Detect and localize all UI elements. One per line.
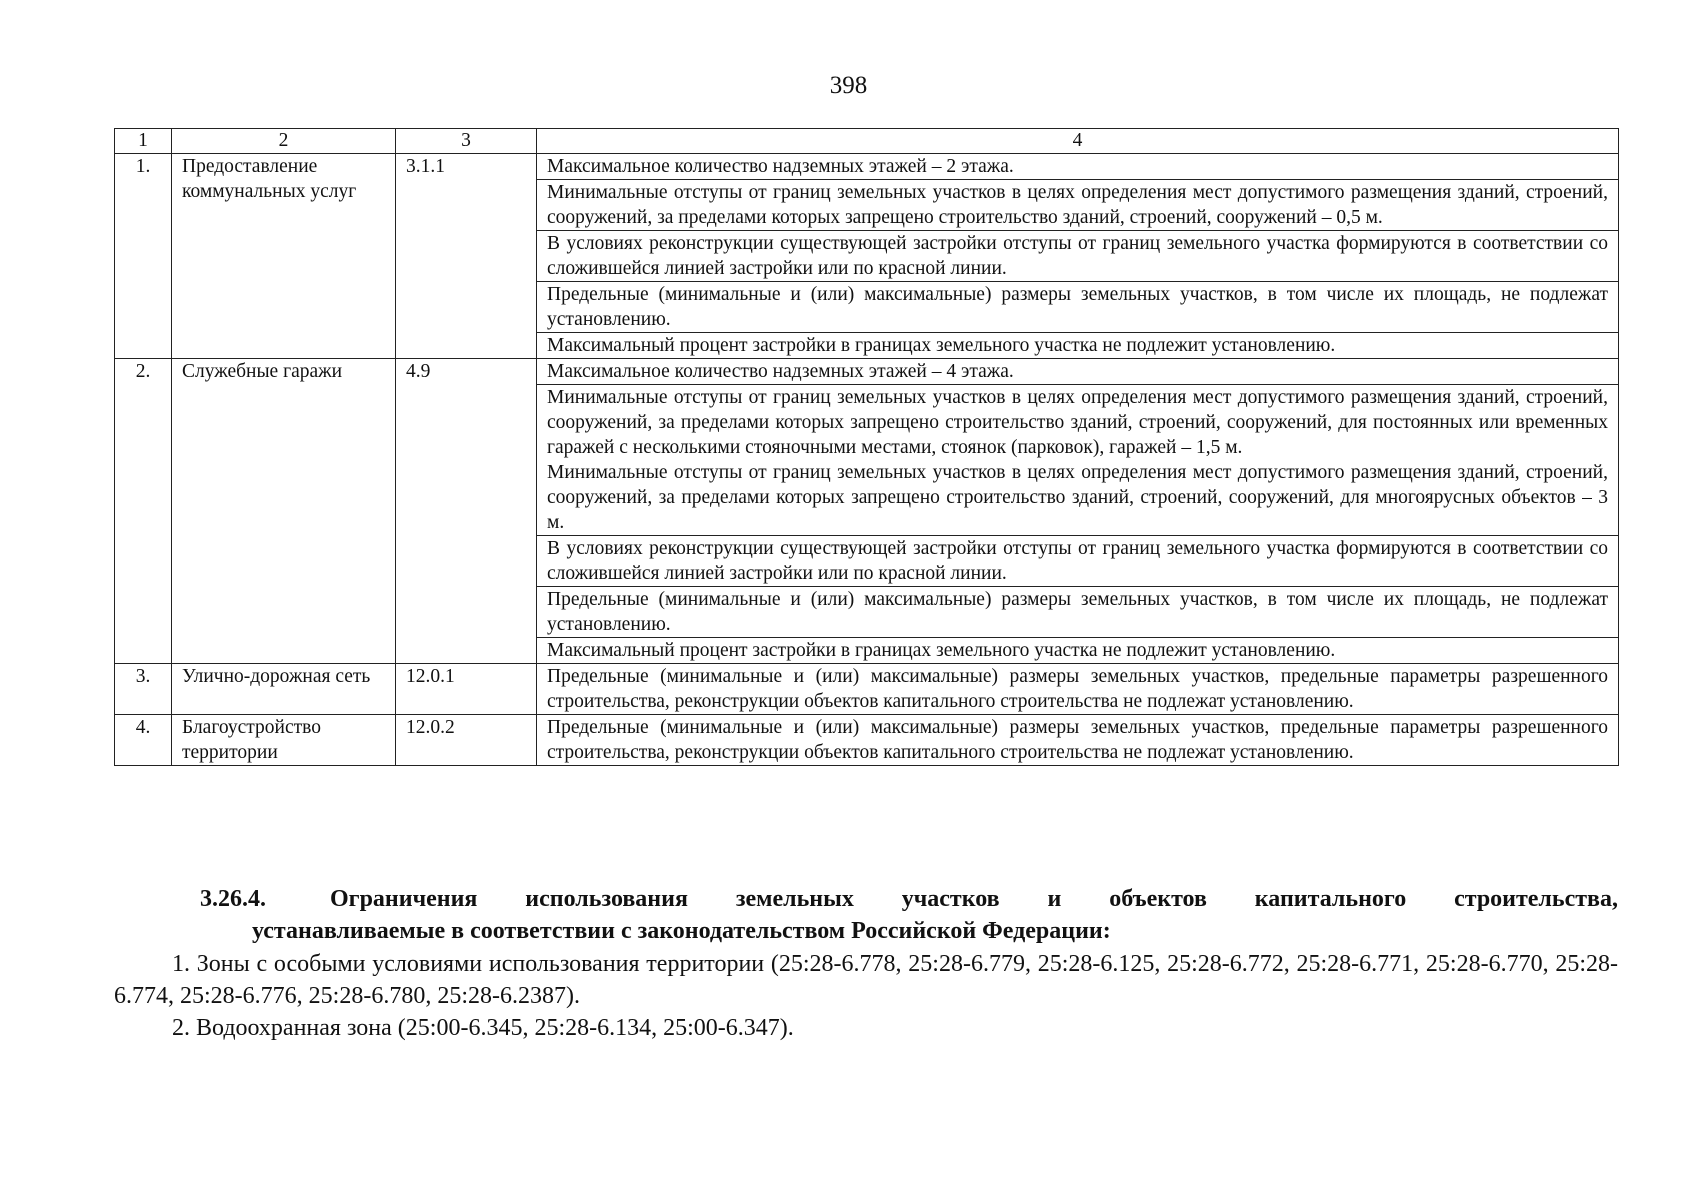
column-header: 2 — [172, 129, 396, 154]
row-number: 4. — [115, 715, 172, 766]
table-row — [115, 154, 1619, 180]
table-header-row — [115, 129, 1619, 154]
use-type-name: Предоставление коммунальных услуг — [172, 154, 396, 359]
parameter-cell: Предельные (минимальные и (или) максимальные) размеры земельных участков, предельные параметры разрешенного строительства, реконструкции объектов капитального строительства не подлежат установлению. — [537, 664, 1619, 715]
table-row — [115, 715, 1619, 766]
section-heading — [114, 883, 1618, 947]
parameter-cell: Минимальные отступы от границ земельных участков в целях определения мест допустимого размещения зданий, строений, сооружений, за пределами которых запрещено строительство зданий, строений, сооружений – 0,5 м. — [537, 180, 1619, 231]
section-number: 3.26.4. — [200, 886, 266, 912]
section-title-part: Ограничения использования земельных участков и объектов капитального строительства, — [330, 886, 1618, 912]
row-number: 3. — [115, 664, 172, 715]
parameter-cell: Максимальный процент застройки в границах земельного участка не подлежит установлению. — [537, 333, 1619, 359]
column-header: 4 — [537, 129, 1619, 154]
parameter-cell: В условиях реконструкции существующей застройки отступы от границ земельного участка формируются в соответствии со сложившейся линией застройки или по красной линии. — [537, 536, 1619, 587]
parameter-cell: Предельные (минимальные и (или) максимальные) размеры земельных участков, в том числе их площадь, не подлежат установлению. — [537, 587, 1619, 638]
use-type-name: Улично-дорожная сеть — [172, 664, 396, 715]
parameter-cell — [537, 385, 1619, 536]
table-row — [115, 359, 1619, 385]
parameter-cell: Максимальное количество надземных этажей – 4 этажа. — [537, 359, 1619, 385]
use-type-name: Служебные гаражи — [172, 359, 396, 664]
parameter-text: Минимальные отступы от границ земельных участков в целях определения мест допустимого размещения зданий, строений, сооружений, за пределами которых запрещено строительство зданий, строений, сооружений, для многоярусных объектов – 3 м. — [547, 462, 1608, 533]
section-title-part: устанавливаемые в соответствии с законодательством Российской Федерации: — [252, 918, 1111, 944]
column-header: 3 — [396, 129, 537, 154]
use-type-name: Благоустройство территории — [172, 715, 396, 766]
row-number: 1. — [115, 154, 172, 359]
table-row — [115, 664, 1619, 715]
regulations-table — [114, 128, 1619, 766]
use-type-code: 3.1.1 — [396, 154, 537, 359]
parameter-cell: Максимальное количество надземных этажей – 2 этажа. — [537, 154, 1619, 180]
row-number: 2. — [115, 359, 172, 664]
paragraph: 1. Зоны с особыми условиями использования территории (25:28-6.778, 25:28-6.779, 25:28-6.125, 25:28-6.772, 25:28-6.771, 25:28-6.770, 25:28-6.774, 25:28-6.776, 25:28-6.780, 25:28-6.2387). — [114, 951, 1618, 1009]
use-type-code: 12.0.2 — [396, 715, 537, 766]
parameter-cell: В условиях реконструкции существующей застройки отступы от границ земельного участка формируются в соответствии со сложившейся линией застройки или по красной линии. — [537, 231, 1619, 282]
page-number: 398 — [829, 72, 868, 99]
column-header: 1 — [115, 129, 172, 154]
section-heading-line — [114, 883, 1618, 915]
parameter-cell: Максимальный процент застройки в границах земельного участка не подлежит установлению. — [537, 638, 1619, 664]
parameter-text: Минимальные отступы от границ земельных участков в целях определения мест допустимого размещения зданий, строений, сооружений, за пределами которых запрещено строительство зданий, строений, сооружений, для постоянных или временных гаражей с несколькими стояночными местами, стоянок (парковок), гаражей – 1,5 м. — [547, 387, 1608, 458]
use-type-code: 4.9 — [396, 359, 537, 664]
paragraph: 2. Водоохранная зона (25:00-6.345, 25:28-6.134, 25:00-6.347). — [172, 1015, 794, 1041]
parameter-cell: Предельные (минимальные и (или) максимальные) размеры земельных участков, предельные параметры разрешенного строительства, реконструкции объектов капитального строительства не подлежат установлению. — [537, 715, 1619, 766]
parameter-cell: Предельные (минимальные и (или) максимальные) размеры земельных участков, в том числе их площадь, не подлежат установлению. — [537, 282, 1619, 333]
use-type-code: 12.0.1 — [396, 664, 537, 715]
